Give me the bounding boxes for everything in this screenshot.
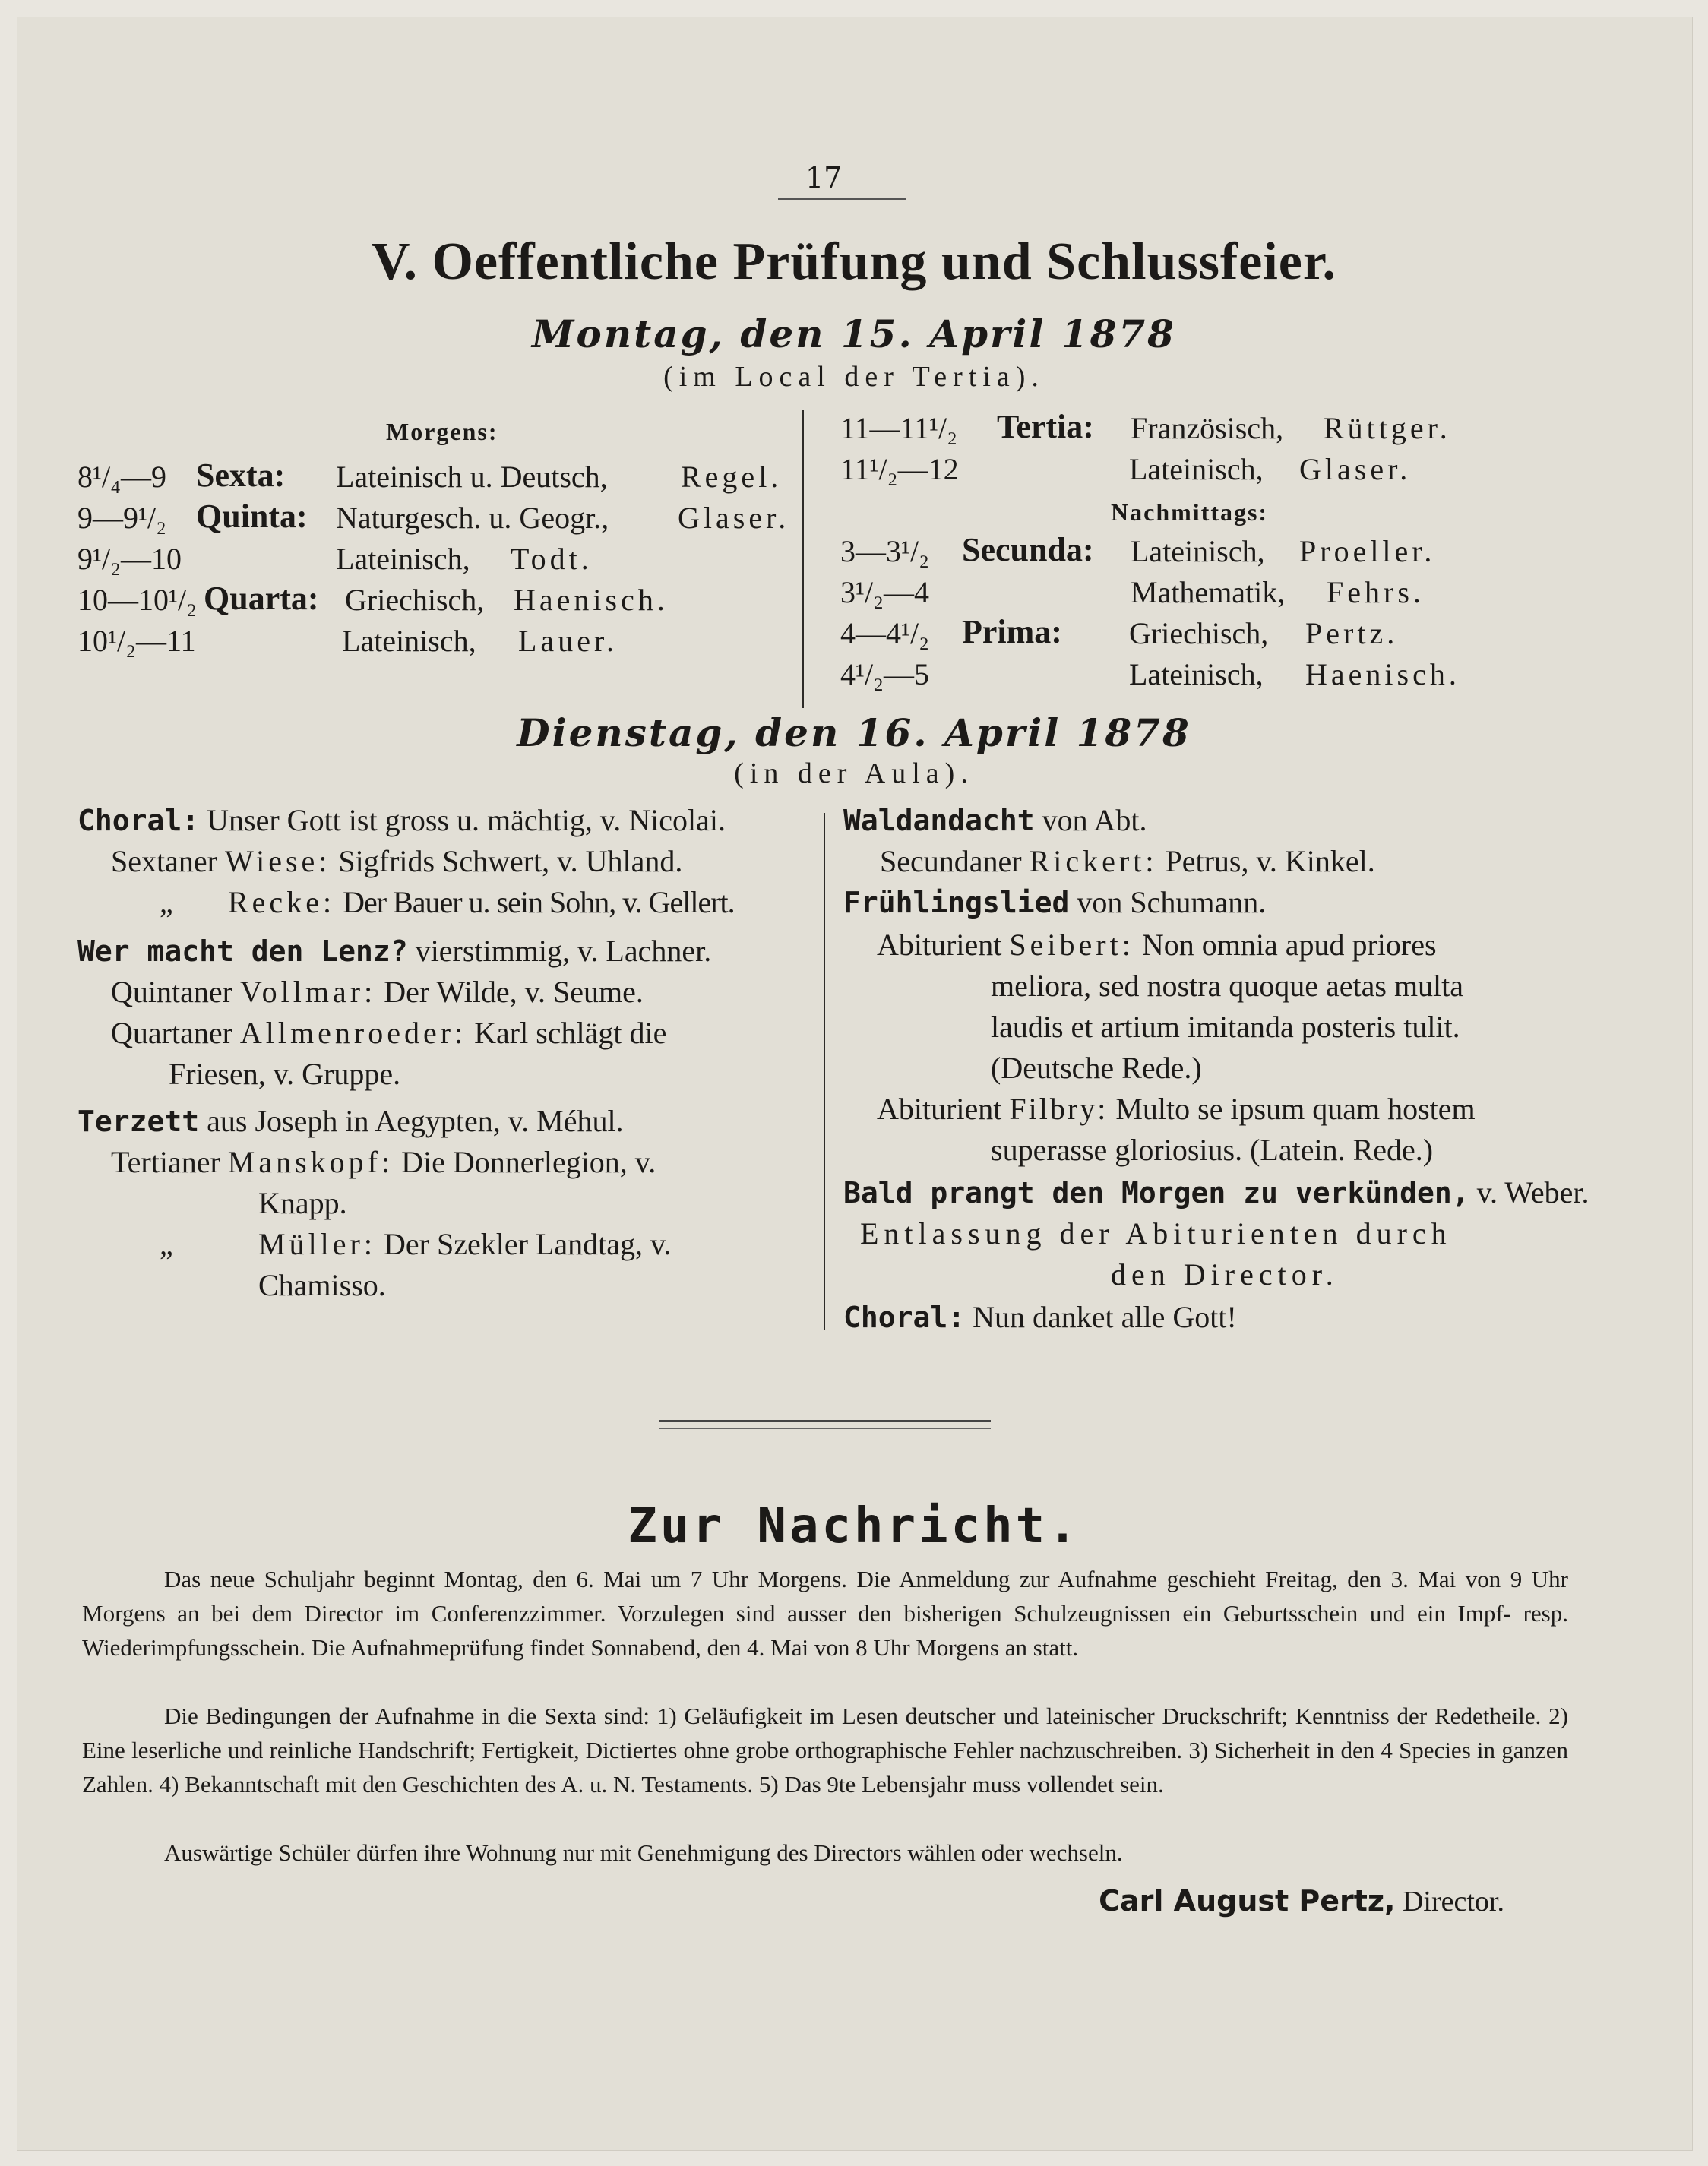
program-item-fruehlingslied: Frühlingslied von Schumann.	[843, 885, 1267, 919]
program-item-entlassung: Entlassung der Abiturienten durch	[860, 1216, 1452, 1251]
signature	[1099, 1884, 1504, 1918]
program-item-quartaner-cont: Friesen, v. Gruppe.	[169, 1057, 401, 1091]
program-item-choral-final: Choral: Nun danket alle Gott!	[843, 1300, 1237, 1334]
program-item-lenz: Wer macht den Lenz? vierstimmig, v. Lachner.	[77, 934, 712, 968]
column-divider-tuesday	[824, 813, 825, 1330]
program-item-seibert-cont: (Deutsche Rede.)	[991, 1051, 1202, 1085]
notice-paragraph-1: Das neue Schuljahr beginnt Montag, den 6. Mai um 7 Uhr Morgens. Die Anmeldung zur Aufnahme geschieht Freitag, den 3. Mai von 9 Uhr Morgens an bei dem Director im Conferenzzimmer. Vorzulegen sind ausser den bisherigen Schulzeugnissen ein Geburtsschein und ein Impf- resp. Wiederimpfungsschein. Die Aufnahmeprüfung findet Sonnabend, den 4. Mai von 8 Uhr Morgens an statt.	[82, 1566, 1568, 1661]
monday-heading: Montag, den 15. April 1878	[532, 311, 1176, 356]
program-item-quartaner: Quartaner Allmenroeder: Karl schlägt die	[111, 1016, 667, 1050]
program-item-secundaner: Secundaner Rickert: Petrus, v. Kinkel.	[880, 844, 1375, 878]
program-item-sextaner: Sextaner Wiese: Sigfrids Schwert, v. Uhland.	[111, 844, 683, 878]
page-number-rule	[778, 198, 906, 200]
section-divider	[659, 1420, 991, 1422]
program-item-filbry-cont: superasse gloriosius. (Latein. Rede.)	[991, 1133, 1434, 1167]
program-item-mueller-cont: Chamisso.	[258, 1268, 386, 1302]
program-item-quintaner: Quintaner Vollmar: Der Wilde, v. Seume.	[111, 975, 644, 1009]
afternoon-label: Nachmittags:	[1111, 498, 1269, 526]
program-item-tertianer-cont: Knapp.	[258, 1186, 347, 1220]
program-item-tertianer: Tertianer Manskopf: Die Donnerlegion, v.	[111, 1145, 656, 1179]
program-item-recke: „	[160, 885, 173, 919]
signature-name: Carl August Pertz,	[1099, 1884, 1396, 1918]
column-divider-monday	[802, 410, 804, 708]
monday-location: (im Local der Tertia).	[663, 361, 1045, 393]
program-item-waldandacht: Waldandacht von Abt.	[843, 803, 1147, 837]
program-item-recke-text: Recke: Der Bauer u. sein Sohn, v. Gellert.	[228, 885, 735, 919]
program-item-entlassung-cont: den Director.	[1111, 1257, 1339, 1292]
program-item-mueller: „	[160, 1227, 173, 1261]
section-title: V. Oeffentliche Prüfung und Schlussfeier.	[372, 232, 1336, 291]
section-divider-thin	[659, 1428, 991, 1429]
program-item-abiturient-seibert: Abiturient Seibert: Non omnia apud priores	[877, 928, 1437, 962]
program-item-abiturient-filbry: Abiturient Filbry: Multo se ipsum quam hostem	[877, 1092, 1476, 1126]
morning-label: Morgens:	[386, 418, 498, 445]
tuesday-heading: Dienstag, den 16. April 1878	[517, 710, 1191, 755]
program-item-choral: Choral: Unser Gott ist gross u. mächtig, v. Nicolai.	[77, 803, 726, 837]
page-number: 17	[805, 161, 843, 194]
notice-heading: Zur Nachricht.	[628, 1498, 1080, 1554]
tuesday-location: (in der Aula).	[734, 757, 974, 789]
program-item-terzett: Terzett aus Joseph in Aegypten, v. Méhul.	[77, 1104, 624, 1138]
notice-paragraph-2: Die Bedingungen der Aufnahme in die Sexta sind: 1) Geläufigkeit im Lesen deutscher und lateinischer Druckschrift; Kenntniss der Redetheile. 2) Eine leserliche und reinliche Handschrift; Fertigkeit, Dictiertes ohne grobe orthographische Fehler nachzuschreiben. 3) Sicherheit in den 4 Species in ganzen Zahlen. 4) Bekanntschaft mit den Geschichten des A. u. N. Testaments. 5) Das 9te Lebensjahr muss vollendet sein.	[82, 1703, 1568, 1798]
program-item-seibert-cont: meliora, sed nostra quoque aetas multa	[991, 969, 1464, 1003]
program-item-seibert-cont: laudis et artium imitanda posteris tulit.	[991, 1010, 1460, 1044]
program-item-bald-prangt: Bald prangt den Morgen zu verkünden, v. Weber.	[843, 1175, 1589, 1209]
signature-title: Director.	[1402, 1886, 1504, 1918]
notice-paragraph-3: Auswärtige Schüler dürfen ihre Wohnung nur mit Genehmigung des Directors wählen oder wechseln.	[164, 1839, 1123, 1866]
program-item-mueller-text: Müller: Der Szekler Landtag, v.	[258, 1227, 672, 1261]
